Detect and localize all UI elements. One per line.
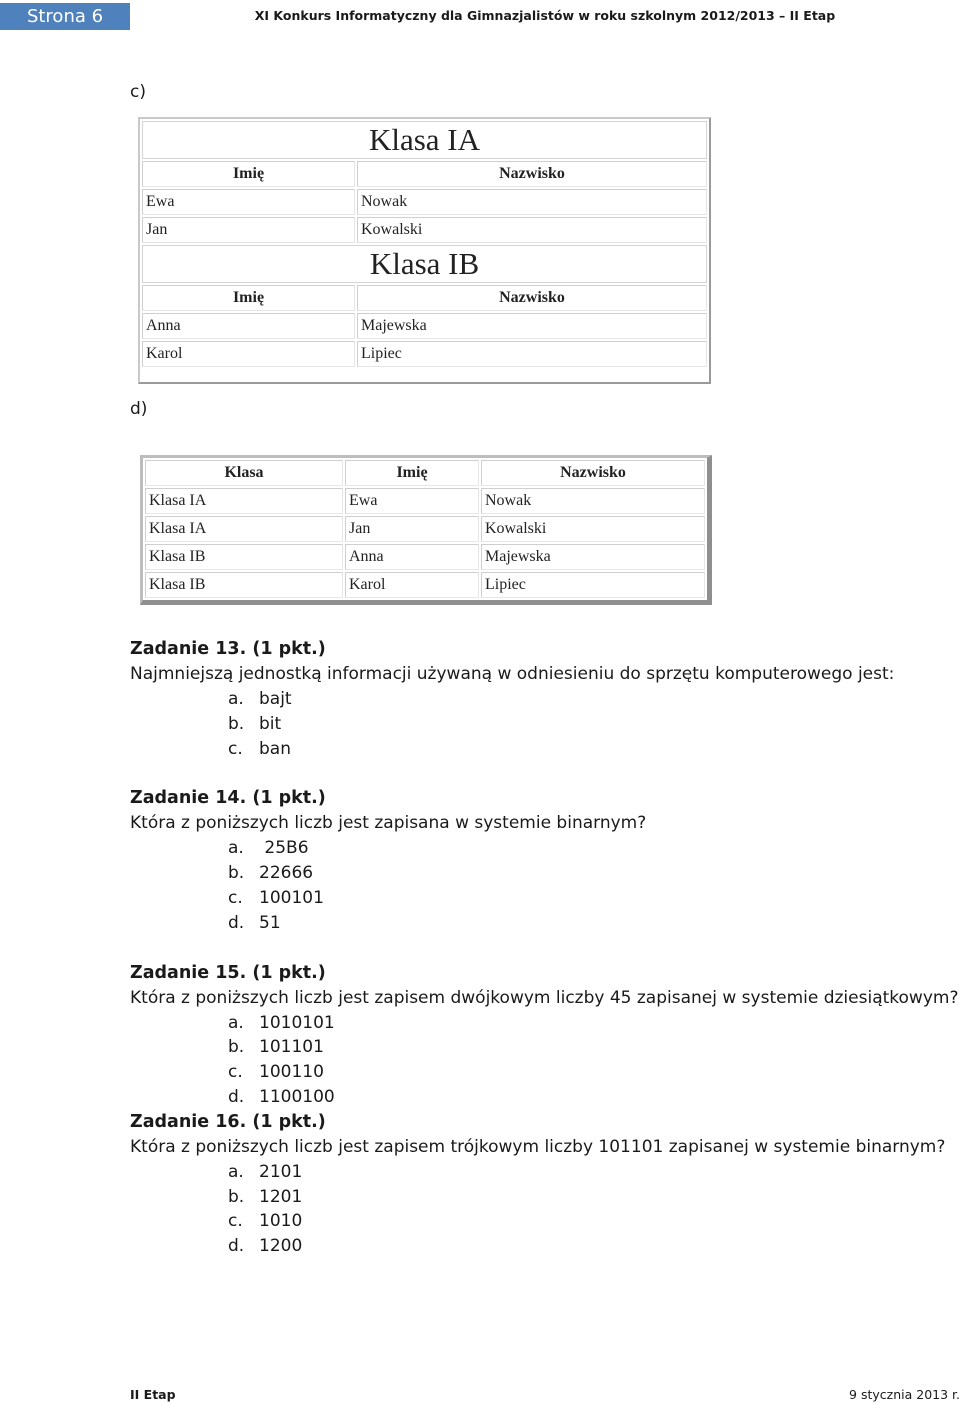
document-header-title: XI Konkurs Informatyczny dla Gimnazjalistów w roku szkolnym 2012/2013 – II Etap [254,8,836,23]
table-cell: Majewska [357,313,707,339]
task-title: Zadanie 15. (1 pkt.) [130,962,326,983]
answer-options [130,1011,960,1110]
answer-option [130,836,960,861]
option-letter: a. [228,1161,244,1182]
option-text: 1010101 [259,1012,335,1033]
section-c-label: c) [130,82,146,102]
option-letter: b. [228,1037,245,1058]
answer-option [130,1234,960,1259]
table-cell: Karol [345,572,479,598]
option-text: bajt [259,689,292,709]
task-16 [130,1110,960,1259]
option-letter: c. [228,738,243,759]
task-13 [130,637,960,761]
task-question: Która z poniższych liczb jest zapisem trójkowym liczby 101101 zapisanej w systemie binarnym? [130,1136,946,1157]
task-title: Zadanie 13. (1 pkt.) [130,639,326,659]
page-number-badge: Strona 6 [0,3,130,30]
option-text: 2101 [259,1161,303,1182]
table-cell: Klasa IA [145,488,343,514]
header-row [145,460,705,486]
option-letter: c. [228,1211,243,1232]
table-row [142,341,707,367]
table-cell: Kowalski [357,217,707,243]
table-caption: Klasa IA [142,121,707,159]
option-letter: a. [228,838,244,859]
task-15 [130,961,960,1110]
option-letter: a. [228,689,244,709]
option-letter: b. [228,1186,245,1207]
table-row [142,217,707,243]
task-question: Która z poniższych liczb jest zapisem dwójkowym liczby 45 zapisanej w systemie dziesiątkowym? [130,987,959,1008]
table-caption: Klasa IB [142,245,707,283]
option-letter: d. [228,1086,245,1107]
column-header: Klasa [145,460,343,486]
task-14 [130,786,960,935]
column-header: Nazwisko [481,460,705,486]
table-row [145,516,705,542]
answer-options [130,836,960,935]
task-question: Która z poniższych liczb jest zapisana w systemie binarnym? [130,813,647,834]
table-cell: Karol [142,341,355,367]
answer-option [130,1185,960,1210]
table-cell: Anna [345,544,479,570]
answer-option [130,861,960,886]
option-text: 100110 [259,1062,324,1083]
table-cell: Jan [142,217,355,243]
class-tables [140,119,709,369]
option-text: 22666 [259,863,314,884]
answer-option [130,1011,960,1036]
answer-option [130,712,960,737]
option-text: 25B6 [259,838,309,859]
table-cell: Kowalski [481,516,705,542]
option-text: 51 [259,912,281,933]
table-cell: Nowak [357,189,707,215]
option-letter: d. [228,1236,245,1257]
answer-options [130,1160,960,1259]
answer-option [130,1160,960,1185]
column-header: Nazwisko [357,285,707,311]
table-cell: Ewa [345,488,479,514]
caption-row [142,245,707,283]
table-cell: Anna [142,313,355,339]
table-cell: Klasa IA [145,516,343,542]
option-letter: b. [228,863,245,884]
answer-option [130,687,960,712]
task-question: Najmniejszą jednostką informacji używaną w odniesieniu do sprzętu komputerowego jest: [130,664,895,684]
table-row [145,488,705,514]
table-row [142,313,707,339]
combined-table-screenshot [140,455,712,605]
table-cell: Klasa IB [145,572,343,598]
option-text: 1200 [259,1236,303,1257]
option-letter: c. [228,887,243,908]
option-text: 1100100 [259,1086,335,1107]
combined-table [143,458,707,600]
footer-stage: II Etap [130,1387,176,1402]
option-letter: a. [228,1012,244,1033]
option-letter: b. [228,713,245,734]
table-row [142,189,707,215]
task-title: Zadanie 14. (1 pkt.) [130,788,326,809]
table-cell: Majewska [481,544,705,570]
section-d-label: d) [130,399,148,419]
class-tables-screenshot [138,117,711,384]
task-title: Zadanie 16. (1 pkt.) [130,1111,326,1132]
table-cell: Jan [345,516,479,542]
option-letter: d. [228,912,245,933]
answer-options [130,687,960,761]
answer-option [130,1209,960,1234]
column-header: Imię [142,285,355,311]
option-text: 101101 [259,1037,324,1058]
option-text: 100101 [259,887,324,908]
header-row [142,285,707,311]
table-row [145,572,705,598]
option-text: ban [259,738,291,759]
table-cell: Klasa IB [145,544,343,570]
caption-row [142,121,707,159]
table-row [145,544,705,570]
column-header: Imię [142,161,355,187]
table-cell: Nowak [481,488,705,514]
answer-option [130,1085,960,1110]
table-cell: Ewa [142,189,355,215]
answer-option [130,911,960,936]
footer-date: 9 stycznia 2013 r. [849,1387,960,1402]
header-row [142,161,707,187]
column-header: Nazwisko [357,161,707,187]
answer-option [130,737,960,762]
option-text: bit [259,713,282,734]
option-text: 1201 [259,1186,303,1207]
answer-option [130,1035,960,1060]
answer-option [130,886,960,911]
table-cell: Lipiec [481,572,705,598]
option-letter: c. [228,1062,243,1083]
column-header: Imię [345,460,479,486]
answer-option [130,1060,960,1085]
table-cell: Lipiec [357,341,707,367]
questions-section [130,637,960,1259]
option-text: 1010 [259,1211,303,1232]
